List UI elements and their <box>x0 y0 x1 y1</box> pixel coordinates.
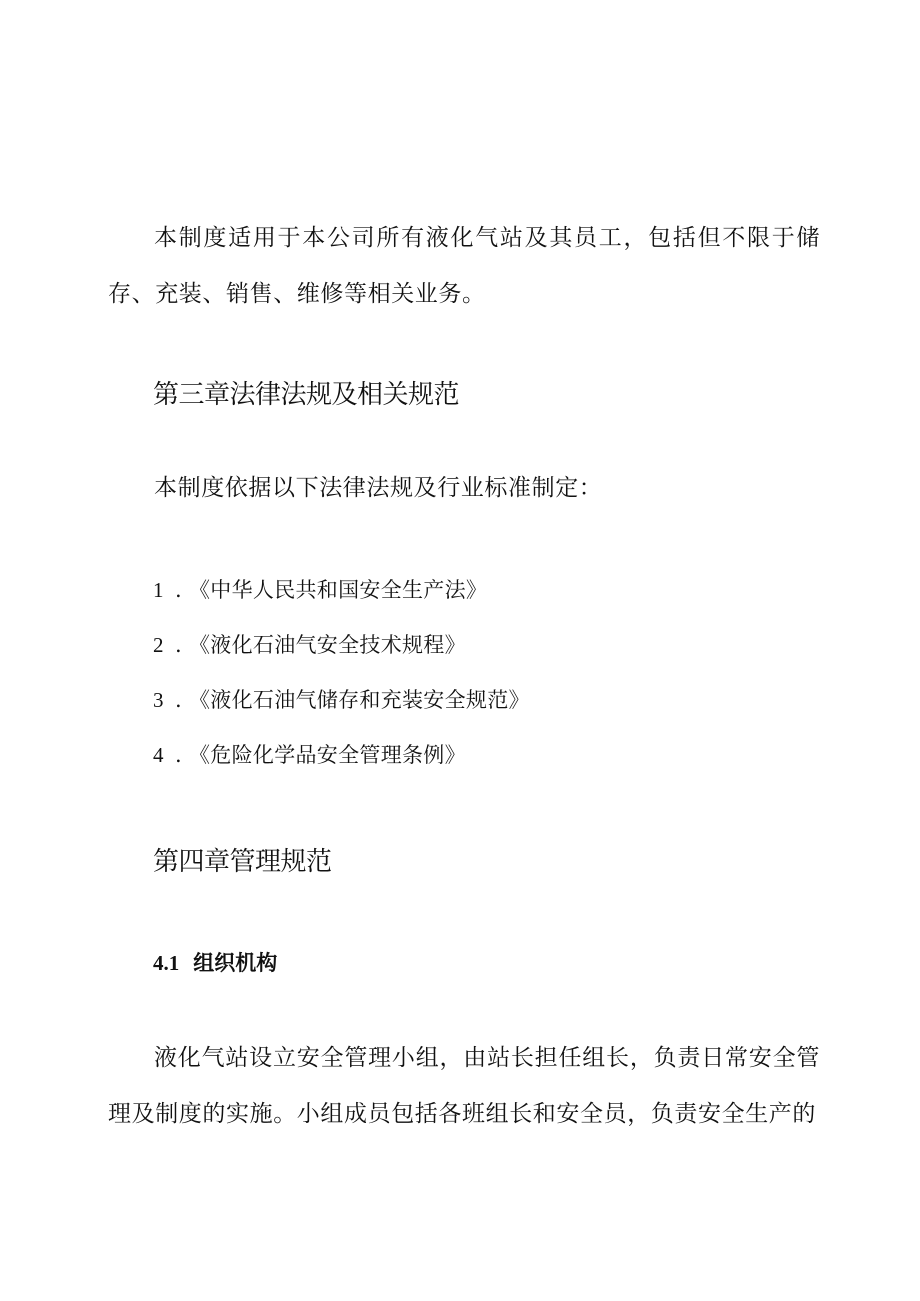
org-paragraph: 液化气站设立安全管理小组，由站长担任组长，负责日常安全管理及制度的实施。小组成员包括各班组长和安全员，负责安全生产的 <box>108 1045 820 1127</box>
regulation-title: 《液化石油气储存和充装安全规范》 <box>189 688 530 712</box>
regulation-index: 2 <box>153 633 164 657</box>
regulation-title: 《液化石油气安全技术规程》 <box>189 633 466 657</box>
regulation-index: 1 <box>153 578 164 602</box>
scope-paragraph: 本制度适用于本公司所有液化气站及其员工，包括但不限于储存、充装、销售、维修等相关业务。 <box>108 225 820 307</box>
chapter-3-heading: 第三章法律法规及相关规范 <box>153 380 460 410</box>
section-4-1-heading <box>153 948 277 978</box>
regulation-item: 3 . 《液化石油气储存和充装安全规范》 <box>153 680 530 735</box>
regulation-title: 《中华人民共和国安全生产法》 <box>189 578 488 602</box>
section-title: 组织机构 <box>193 950 278 975</box>
regulation-item: 2 . 《液化石油气安全技术规程》 <box>153 625 530 680</box>
basis-intro-paragraph: 本制度依据以下法律法规及行业标准制定： <box>154 475 603 501</box>
regulation-item: 4 . 《危险化学品安全管理条例》 <box>153 735 530 790</box>
regulation-index: 3 <box>153 688 164 712</box>
regulation-title: 《危险化学品安全管理条例》 <box>189 743 466 767</box>
regulation-item: 1 . 《中华人民共和国安全生产法》 <box>153 570 530 625</box>
regulation-index: 4 <box>153 743 164 767</box>
chapter-4-heading: 第四章管理规范 <box>153 847 332 877</box>
regulation-list <box>153 570 530 790</box>
section-number: 4.1 <box>153 951 180 975</box>
